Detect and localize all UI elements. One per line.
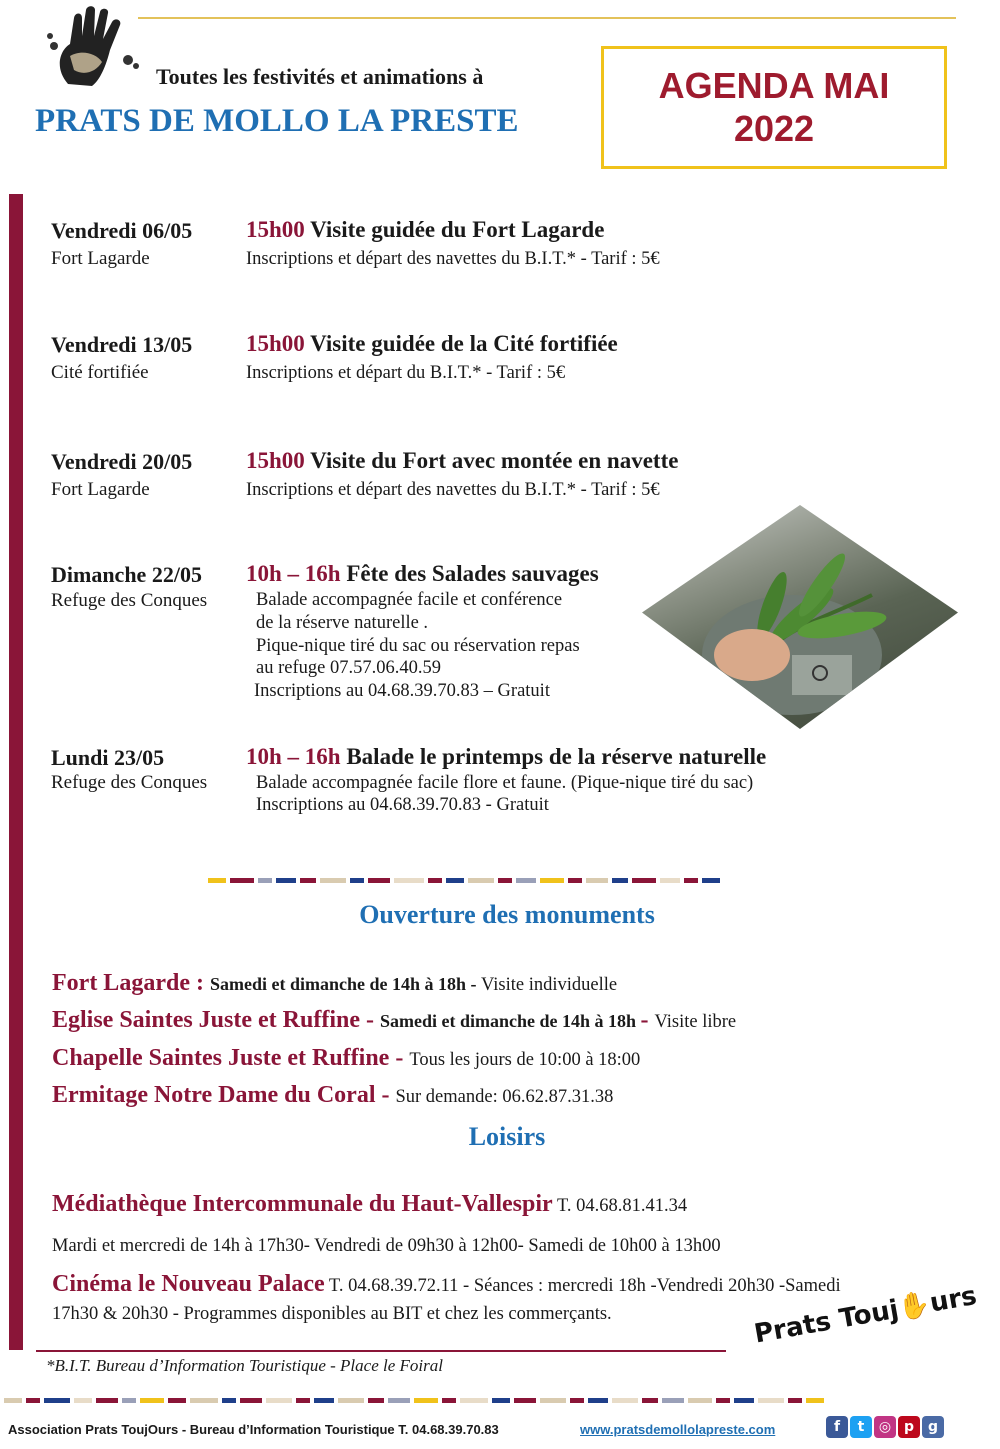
event-detail: Inscriptions au 04.68.39.70.83 - Gratuit (256, 795, 549, 815)
header-subtitle: Toutes les festivités et animations à (156, 64, 484, 89)
leaf-illustration-icon (642, 505, 958, 729)
event-title (246, 448, 678, 474)
monument-note: Visite libre (654, 1012, 737, 1032)
monuments-title: Ouverture des monuments (359, 900, 655, 929)
monument-note: Visite individuelle (480, 975, 618, 995)
hand-logo-icon (40, 6, 150, 94)
twitter-icon[interactable]: t (850, 1416, 872, 1438)
cinema-info-2: 17h30 & 20h30 - Programmes disponibles au BIT et chez les commerçants. (52, 1304, 612, 1324)
mediatheque-phone: T. 04.68.81.41.34 (552, 1196, 688, 1216)
town-title: PRATS DE MOLLO LA PRESTE (35, 103, 519, 139)
social-icons (826, 1416, 946, 1438)
monument-note: Sur demande: 06.62.87.31.38 (395, 1087, 614, 1107)
event-detail: au refuge 07.57.06.40.59 (256, 658, 441, 678)
mediatheque (52, 1191, 687, 1218)
event-date: Vendredi 13/05 (51, 332, 193, 357)
facebook-icon[interactable]: f (826, 1416, 848, 1438)
event-detail: Inscriptions au 04.68.39.70.83 – Gratuit (254, 681, 550, 701)
event-title (246, 744, 766, 770)
event-date: Vendredi 06/05 (51, 218, 193, 243)
instagram-icon[interactable]: ◎ (874, 1416, 896, 1438)
event-date: Lundi 23/05 (51, 745, 165, 770)
event-detail: Balade accompagnée facile et conférence (256, 590, 563, 610)
loisirs-title: Loisirs (468, 1122, 546, 1151)
footnote-rule (36, 1350, 726, 1352)
cinema-info: T. 04.68.39.72.11 - Séances : mercredi 18h -Vendredi 20h30 -Samedi (324, 1276, 841, 1296)
event-date: Vendredi 20/05 (51, 449, 193, 474)
monument-days: Samedi et dimanche de 14h à 18h (379, 1011, 641, 1031)
monument-sep: - (640, 1007, 655, 1033)
agenda-box (601, 46, 947, 169)
monument-name: Fort Lagarde : (52, 970, 210, 996)
event-detail: de la réserve naturelle . (256, 613, 429, 633)
mediatheque-hours: Mardi et mercredi de 14h à 17h30- Vendredi de 09h30 à 12h00- Samedi de 10h00 à 13h00 (52, 1236, 721, 1256)
website-link[interactable]: www.pratsdemollolapreste.com (580, 1422, 776, 1437)
event-title (246, 331, 618, 357)
monument-days: Samedi et dimanche de 14h à 18h - (209, 974, 481, 994)
event-name: Visite guidée de la Cité fortifiée (304, 331, 618, 356)
cinema-name: Cinéma le Nouveau Palace (52, 1271, 325, 1297)
event-place: Cité fortifiée (51, 362, 149, 383)
logo-text-a: Prats Touj (752, 1294, 901, 1350)
event-detail: Balade accompagnée facile flore et faune. (Pique-nique tiré du sac) (256, 773, 754, 793)
event-place: Refuge des Conques (51, 590, 208, 611)
event-title (246, 217, 604, 243)
event-detail: Inscriptions et départ des navettes du B.I.T.* - Tarif : 5€ (246, 249, 660, 269)
wild-salad-photo (642, 505, 958, 729)
agenda-title: AGENDA MAI (658, 65, 890, 106)
event-place: Refuge des Conques (51, 772, 208, 793)
event-name: Visite du Fort avec montée en navette (304, 448, 679, 473)
monument-name: Eglise Saintes Juste et Ruffine - (52, 1007, 380, 1033)
monument-note: Tous les jours de 10:00 à 18:00 (409, 1050, 641, 1070)
footnote: *B.I.T. Bureau d’Information Touristique - Place le Foiral (46, 1356, 443, 1375)
event-detail: Inscriptions et départ du B.I.T.* - Tarif : 5€ (246, 363, 566, 383)
header-rule (138, 17, 956, 19)
event-time: 15h00 (246, 448, 305, 473)
event-time: 15h00 (246, 217, 305, 242)
event-place: Fort Lagarde (51, 248, 150, 269)
event-title (246, 561, 599, 587)
event-time: 10h – 16h (246, 744, 341, 769)
event-name: Balade le printemps de la réserve naturelle (346, 744, 767, 769)
mediatheque-name: Médiathèque Intercommunale du Haut-Vallespir (52, 1191, 553, 1217)
monument-chapelle (52, 1045, 640, 1072)
logo-hand-icon: ✋ (895, 1289, 933, 1325)
monument-fort-lagarde (52, 970, 617, 997)
monument-eglise (52, 1007, 736, 1034)
event-place: Fort Lagarde (51, 479, 150, 500)
event-name: Fête des Salades sauvages (346, 561, 599, 586)
pinterest-icon[interactable]: p (898, 1416, 920, 1438)
logo-text-b: urs (927, 1280, 979, 1319)
google-icon[interactable]: g (922, 1416, 944, 1438)
monument-name: Chapelle Saintes Juste et Ruffine - (52, 1045, 410, 1071)
decorative-stripe (208, 878, 724, 883)
monument-ermitage (52, 1082, 613, 1109)
event-name: Visite guidée du Fort Lagarde (304, 217, 605, 242)
cinema (52, 1271, 841, 1298)
side-accent-bar (9, 194, 23, 1350)
footer-stripe (4, 1398, 828, 1403)
footer-text: Association Prats ToujOurs - Bureau d’Information Touristique T. 04.68.39.70.83 (8, 1422, 499, 1437)
event-time: 15h00 (246, 331, 305, 356)
monument-name: Ermitage Notre Dame du Coral - (52, 1082, 396, 1108)
event-detail: Inscriptions et départ des navettes du B.I.T.* - Tarif : 5€ (246, 480, 660, 500)
event-detail: Pique-nique tiré du sac ou réservation repas (256, 636, 580, 656)
event-time: 10h – 16h (246, 561, 341, 586)
event-date: Dimanche 22/05 (51, 562, 202, 587)
agenda-year: 2022 (733, 108, 815, 149)
